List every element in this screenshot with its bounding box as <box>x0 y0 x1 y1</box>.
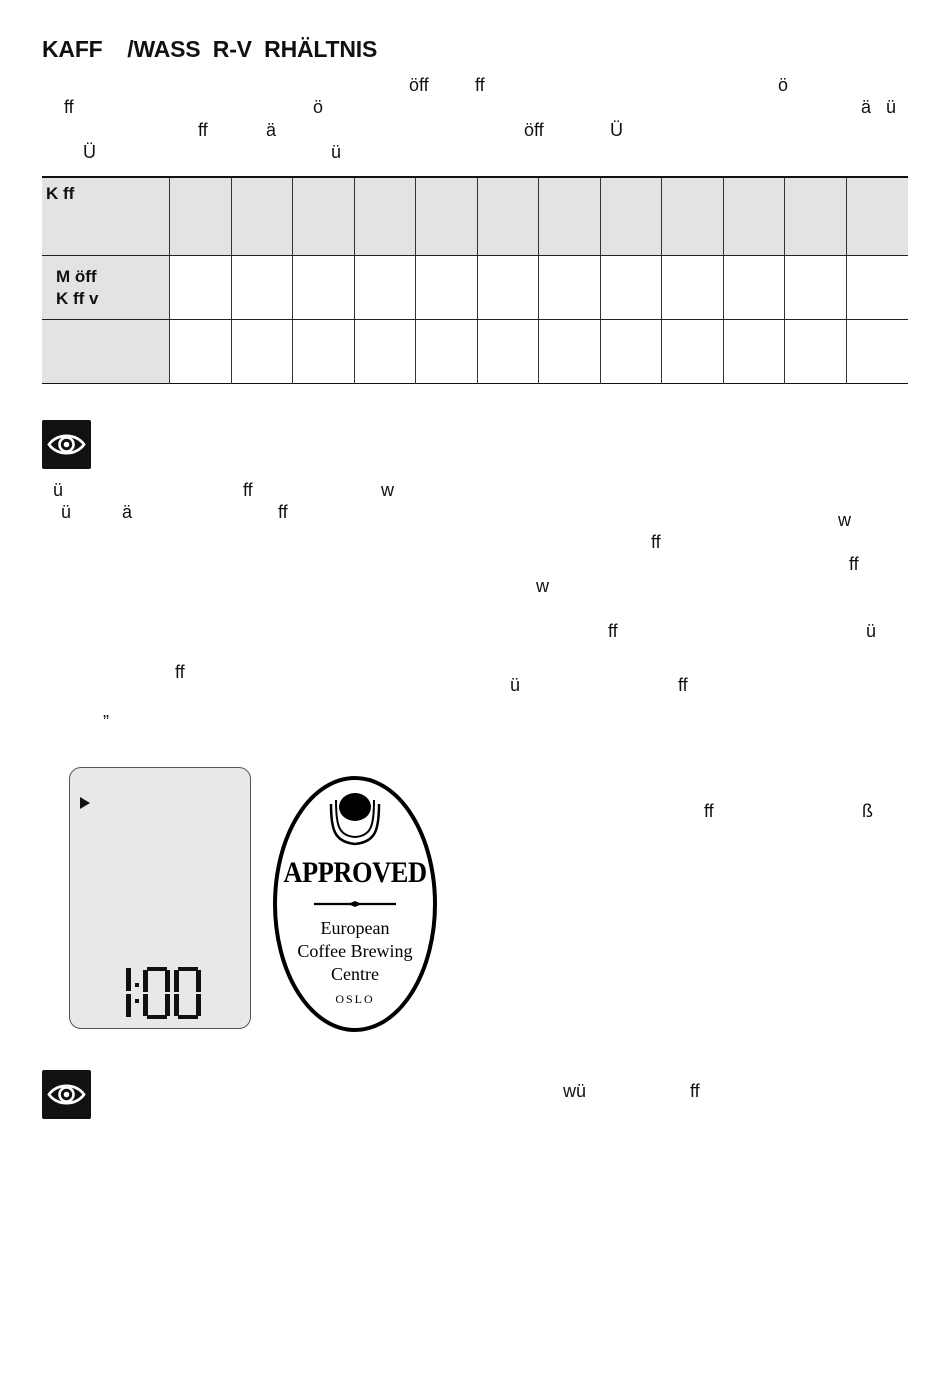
intro-text: ff <box>475 75 485 95</box>
seal-city: OSLO <box>335 992 375 1006</box>
table-cell <box>354 256 416 320</box>
notice-text: w <box>536 576 549 596</box>
seal-approved: APPROVED <box>283 856 427 889</box>
notice-text: ff <box>678 675 688 695</box>
table-cell <box>231 256 293 320</box>
intro-text: ä <box>861 97 872 117</box>
seal-line: Centre <box>331 964 379 984</box>
notice-text: wü <box>563 1081 587 1101</box>
table-cell <box>846 320 908 384</box>
notice-text: ü <box>510 675 521 695</box>
table-row <box>42 177 908 256</box>
notice-text: w <box>381 480 394 500</box>
table-cell <box>600 177 662 256</box>
table-cell <box>662 256 724 320</box>
table-cell <box>231 320 293 384</box>
table-cell <box>477 320 539 384</box>
notice-text: ff <box>278 502 288 522</box>
notice-text: ü <box>866 621 877 641</box>
seal-line: Coffee Brewing <box>297 941 413 961</box>
table-cell <box>477 256 539 320</box>
table-row-label <box>42 320 170 384</box>
table-cell <box>600 320 662 384</box>
table-cell <box>416 256 478 320</box>
table-cell <box>231 177 293 256</box>
table-row <box>42 256 908 320</box>
notice-text: ff <box>243 480 253 500</box>
table-cell <box>723 256 785 320</box>
intro-text: ü <box>331 142 342 162</box>
intro-text: ü <box>886 97 897 117</box>
notice-text: ff <box>608 621 618 641</box>
intro-text: öff <box>524 120 544 140</box>
intro-text: ö <box>313 97 324 117</box>
side-text: ß <box>862 801 873 821</box>
notice-text: w <box>838 510 851 530</box>
play-arrow-icon <box>79 796 91 810</box>
table-cell <box>416 177 478 256</box>
table-cell <box>170 320 232 384</box>
table-cell <box>723 177 785 256</box>
notice-text: ff <box>849 554 859 574</box>
table-cell <box>293 177 355 256</box>
notice-text: ff <box>690 1081 700 1101</box>
eye-icon <box>42 420 91 469</box>
lcd-time-text <box>70 768 71 769</box>
intro-text: ä <box>266 120 277 140</box>
seal-line: European <box>320 918 390 938</box>
table-cell <box>539 320 601 384</box>
table-cell <box>170 256 232 320</box>
lcd-time <box>122 966 202 1020</box>
table-cell <box>846 256 908 320</box>
page-title: KAFF /WASS R-V RHÄLTNIS <box>42 36 378 62</box>
table-cell <box>785 256 847 320</box>
intro-text: Ü <box>83 142 96 162</box>
intro-text: öff <box>409 75 429 95</box>
intro-text: ff <box>64 97 74 117</box>
table-cell <box>354 320 416 384</box>
table-cell <box>477 177 539 256</box>
table-cell <box>846 177 908 256</box>
side-text: ff <box>704 801 714 821</box>
table-row <box>42 320 908 384</box>
eye-icon <box>42 1070 91 1119</box>
coffee-cup-icon <box>331 793 379 844</box>
notice-text: ” <box>103 712 109 732</box>
notice-text: ä <box>122 502 133 522</box>
table-cell <box>539 256 601 320</box>
table-cell <box>416 320 478 384</box>
intro-text: Ü <box>610 120 623 140</box>
table-row-label: K ff <box>42 177 170 256</box>
table-cell <box>662 320 724 384</box>
table-cell <box>354 177 416 256</box>
notice-text: ff <box>175 662 185 682</box>
table-cell <box>662 177 724 256</box>
notice-text: ff <box>651 532 661 552</box>
table-cell <box>539 177 601 256</box>
intro-text: ff <box>198 120 208 140</box>
lcd-display <box>69 767 251 1029</box>
notice-text: ü <box>61 502 72 522</box>
table-cell <box>600 256 662 320</box>
table-cell <box>170 177 232 256</box>
coffee-water-ratio-table <box>42 176 908 384</box>
notice-text: ü <box>53 480 64 500</box>
table-cell <box>785 177 847 256</box>
table-cell <box>785 320 847 384</box>
intro-text: ö <box>778 75 789 95</box>
table-cell <box>293 320 355 384</box>
table-cell <box>293 256 355 320</box>
table-row-label: M öff K ff v <box>42 256 170 320</box>
table-cell <box>723 320 785 384</box>
